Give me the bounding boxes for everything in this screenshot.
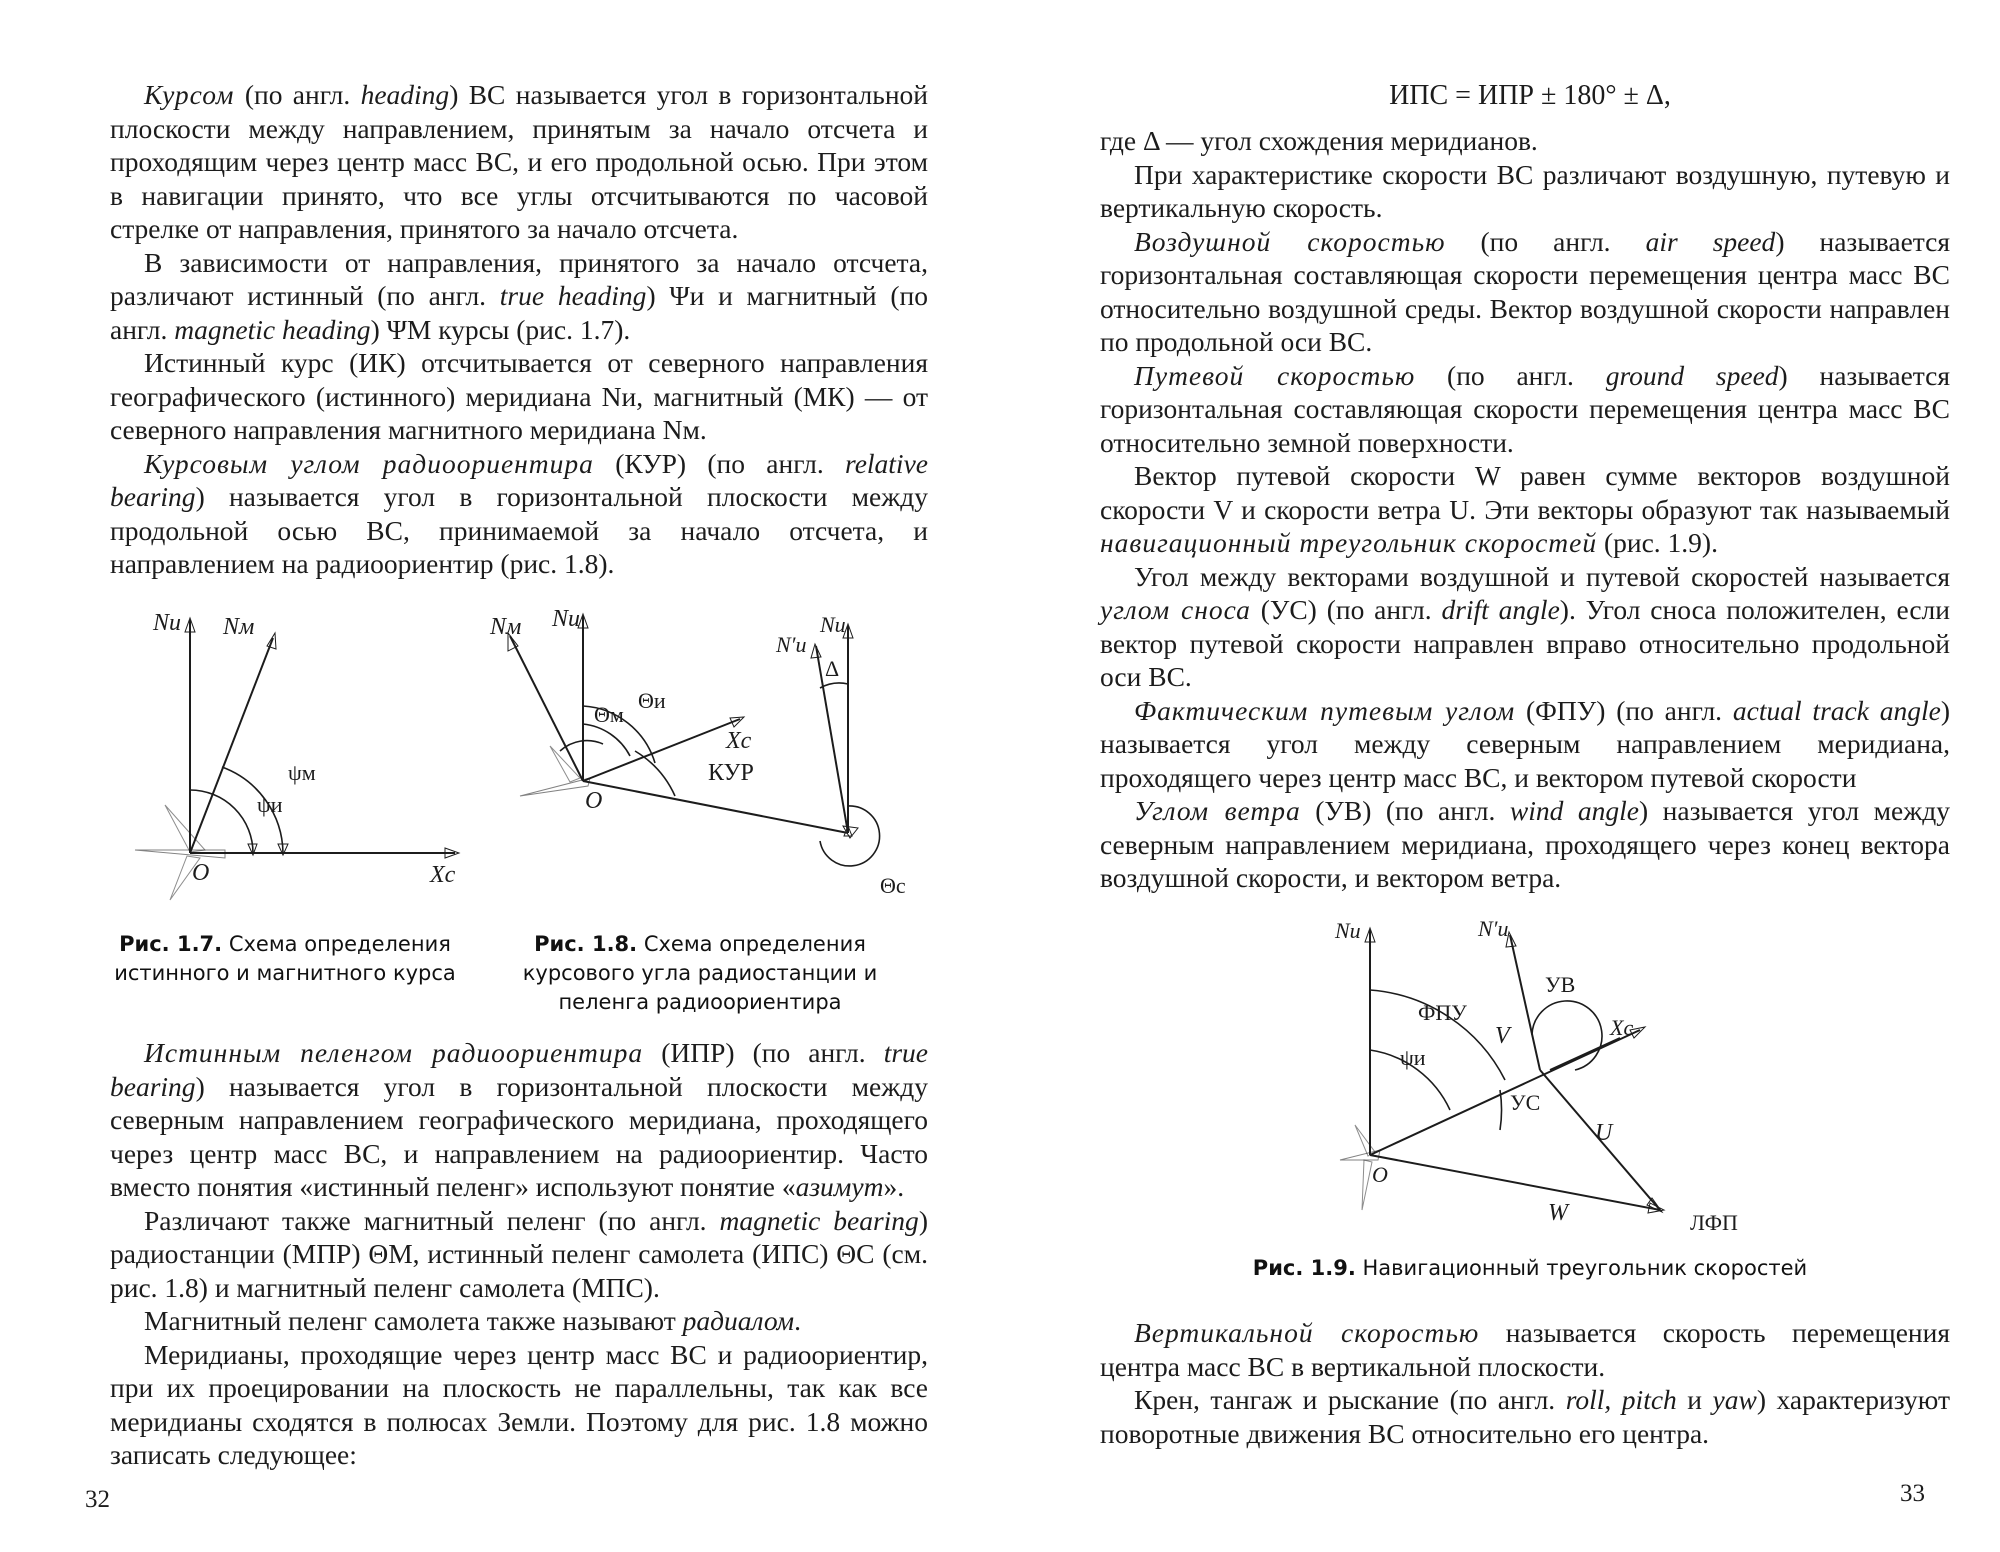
paragraph-true-heading: Истинный курс (ИК) отсчитывается от северного направления географического (истинного) меридиана Nи, магнитный (МК) — от северного направления магнитного меридиана Nм. [110,347,928,445]
fig18-n-true-prime: N′и [776,632,807,657]
fig17-caption: Рис. 1.7. Схема определения истинного и магнитного курса [114,932,456,985]
paragraph-wind-angle: Углом ветра (УВ) (по англ. wind angle) называется угол между северным направлением меридиана, проходящего через конец вектора воздушной скорости, и вектором ветра. [1100,795,1950,893]
fig17-origin: O [192,860,210,886]
paragraph-ground-speed: Путевой скоростью (по англ. ground speed) называется горизонтальная составляющая скорости перемещения центра масс ВС относительно земной поверхности. [1100,359,1951,458]
paragraph-speed-types: При характеристике скорости ВС различают воздушную, путевую и вертикальную скорость. [1100,158,1950,223]
fig19-uv: УВ [1545,972,1576,997]
fig18-n-true-2: Nи [820,612,846,637]
fig17-psi-m: ψм [288,760,316,785]
paragraph-delta: где Δ — угол схождения меридианов. [1100,125,1538,156]
fig19-w: W [1548,1200,1568,1226]
fig18-n-mag: Nм [490,614,522,640]
fig19-n-true-prime: N′и [1478,916,1509,941]
page-number-right: 33 [1900,1480,1925,1507]
fig17-axis: Xс [430,862,456,888]
fig19-psi-i: ψи [1400,1045,1426,1070]
paragraph-radial: Магнитный пеленг самолета также называют радиалом. [144,1305,801,1336]
fig19-lfp: ЛФП [1690,1210,1738,1235]
fig17-n-true: Nи [153,610,182,636]
fig18-axis: Xс [726,728,752,754]
figure-1-8 [480,596,930,906]
fig18-theta-m: Θм [594,702,624,727]
fig18-delta: Δ [825,656,840,681]
fig19-u: U [1595,1120,1613,1146]
left-text-top [110,78,928,581]
formula: ИПС = ИПР ± 180° ± Δ, [1389,80,1671,111]
fig19-fpu: ФПУ [1418,1000,1467,1025]
paragraph-heading: Курсом (по англ. heading) ВС называется угол в горизонтальной плоскости между направлением, принятым за начало отсчета и проходящим через центр масс ВС, и его продольной осью. При этом в навигации принято, что все углы отсчитываются по часовой стрелке от направления, принятого за начало отсчета. [110,79,929,244]
fig17-n-mag: Nм [223,614,255,640]
paragraph-drift-angle: Угол между векторами воздушной и путевой скоростей называется углом сноса (УС) (по англ. drift angle). Угол сноса положителен, если вектор путевой скорости направлен вправо относительно продольной оси ВС. [1100,560,1950,692]
right-text-bottom [1100,1316,1950,1450]
fig18-n-true: Nи [552,606,581,632]
paragraph-vertical-speed: Вертикальной скоростью называется скорость перемещения центра масс ВС в вертикальной плоскости. [1100,1317,1950,1382]
left-text-bottom [110,1036,928,1472]
fig18-theta-i: Θи [638,688,666,713]
right-text-top [1100,124,1950,895]
fig18-kur: КУР [708,760,754,786]
fig18-caption: Рис. 1.8. Схема определения курсового угла радиостанции и пеленга радиоориентира [522,932,878,1014]
paragraph-track-angle: Фактическим путевым углом (ФПУ) (по англ. actual track angle) называется угол между северным направлением меридиана, проходящего через центр масс ВС, и вектором путевой скорости [1100,694,1951,793]
fig19-v: V [1495,1023,1510,1049]
paragraph-relative-bearing: Курсовым углом радиоориентира (КУР) (по англ. relative bearing) называется угол в горизонтальной плоскости между продольной осью ВС, принимаемой за начало отсчета, и направлением на радиоориентир (рис. 1.8). [110,447,928,579]
right-page [1000,0,2000,1552]
fig18-theta-c: Θс [880,873,906,898]
page-number-left: 32 [85,1486,110,1513]
fig19-axis: Xс [1610,1015,1634,1040]
fig19-us: УС [1510,1090,1541,1115]
fig19-caption: Рис. 1.9. Навигационный треугольник скоростей [1252,1256,1808,1280]
paragraph-vector-sum: Вектор путевой скорости W равен сумме векторов воздушной скорости V и скорости ветра U. Эти векторы образуют так называемый навигационный треугольник скоростей (рис. 1.9). [1100,460,1950,558]
fig19-n-true: Nи [1335,918,1361,943]
paragraph-air-speed: Воздушной скоростью (по англ. air speed) называется горизонтальная составляющая скорости перемещения центра масс ВС относительно воздушной среды. Вектор воздушной скорости направлен по продольной оси ВС. [1100,225,1950,357]
paragraph-true-bearing: Истинным пеленгом радиоориентира (ИПР) (по англ. true bearing) называется угол в горизонтальной плоскости между северным направлением географического меридиана, проходящего через центр масс ВС, и направлением на радиоориентир. Часто вместо понятия «истинный пеленг» используют понятие «азимут». [110,1037,929,1202]
figure-1-7 [105,600,475,910]
figure-1-9 [1300,910,1800,1240]
paragraph-roll-pitch-yaw: Крен, тангаж и рыскание (по англ. roll, pitch и yaw) характеризуют поворотные движения ВС относительно его центра. [1100,1384,1951,1449]
paragraph-meridians: Меридианы, проходящие через центр масс ВС и радиоориентир, при их проецировании на плоскость не параллельны, так как все меридианы сходятся в полюсах Земли. Поэтому для рис. 1.8 можно записать следующее: [110,1338,928,1470]
paragraph-headings-types: В зависимости от направления, принятого за начало отсчета, различают истинный (по англ. true heading) Ψи и магнитный (по англ. magnetic heading) ΨМ курсы (рис. 1.7). [110,246,928,345]
paragraph-magnetic-bearing: Различают также магнитный пеленг (по англ. magnetic bearing) радиостанции (МПР) ΘМ, истинный пеленг самолета (ИПС) ΘС (см. рис. 1.8) и магнитный пеленг самолета (МПС). [110,1204,928,1303]
fig17-psi-i: ψи [257,792,283,817]
fig19-origin: O [1372,1162,1388,1187]
fig18-origin: O [585,788,603,814]
